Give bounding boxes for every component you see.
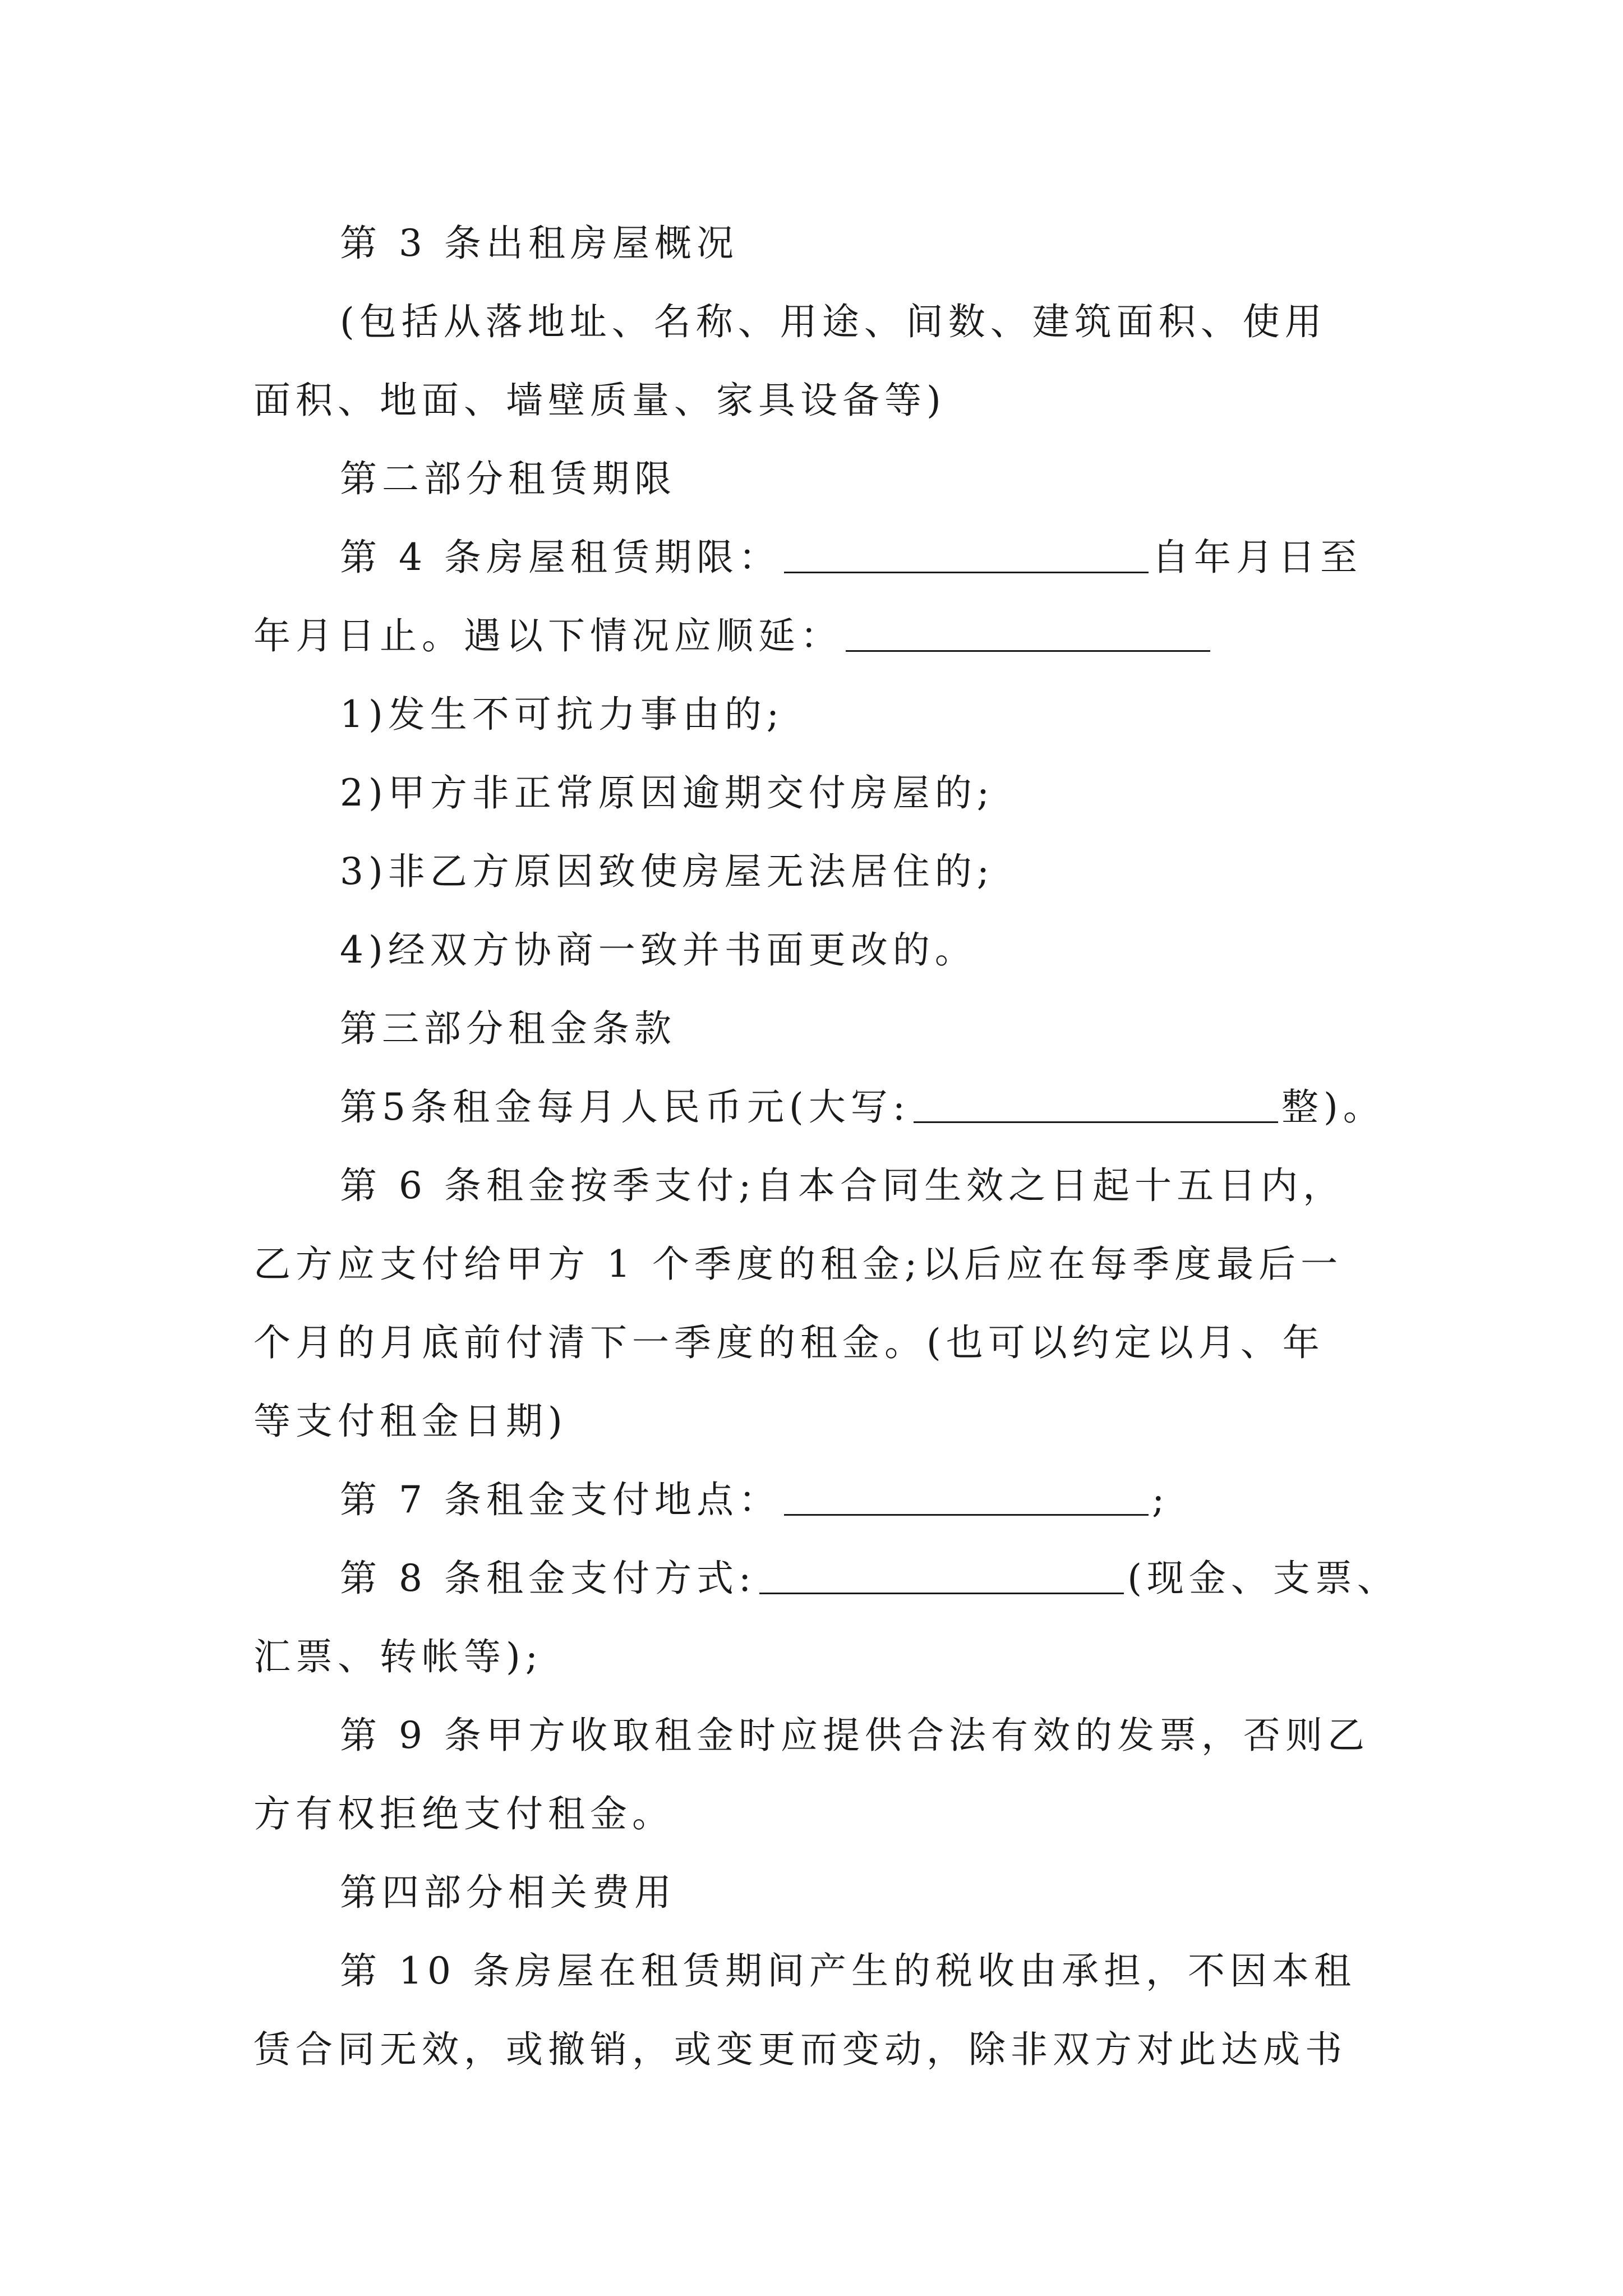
article-4-prefix: 第 4 条房屋租赁期限： — [340, 536, 781, 579]
article-9-line-2: 方有权拒绝支付租金。 — [253, 1792, 674, 1835]
article-3-title: 第 3 条出租房屋概况 — [340, 222, 739, 265]
article-8-suffix: (现金、支票、 — [1127, 1557, 1399, 1600]
article-5-line — [340, 1080, 1385, 1134]
article-6-line-4: 等支付租金日期) — [253, 1400, 568, 1443]
article-4-line-2 — [253, 609, 1214, 663]
article-4-item-1: 1)发生不可抗力事由的; — [340, 693, 784, 736]
part-4-title: 第四部分相关费用 — [340, 1871, 676, 1914]
article-8-line-2: 汇票、转帐等); — [253, 1635, 543, 1678]
extension-conditions-blank[interactable] — [846, 613, 1210, 652]
article-4-suffix: 自年月日至 — [1151, 536, 1362, 579]
article-8-line-1 — [340, 1552, 1399, 1605]
rent-amount-uppercase-blank[interactable] — [914, 1084, 1278, 1123]
part-3-title: 第三部分租金条款 — [340, 1007, 676, 1050]
article-7-prefix: 第 7 条租金支付地点： — [340, 1478, 781, 1521]
article-4-item-3: 3)非乙方原因致使房屋无法居住的; — [340, 850, 994, 893]
article-6-line-3: 个月的月底前付清下一季度的租金。(也可以约定以月、年 — [253, 1321, 1325, 1364]
article-9-line-1: 第 9 条甲方收取租金时应提供合法有效的发票，否则乙 — [340, 1714, 1370, 1757]
article-6-line-2: 乙方应支付给甲方 1 个季度的租金;以后应在每季度最后一 — [253, 1243, 1343, 1286]
article-4-line-1 — [340, 531, 1362, 585]
article-4-line-2-text: 年月日止。遇以下情况应顺延： — [253, 614, 842, 657]
article-7-suffix: ; — [1151, 1478, 1170, 1521]
payment-method-blank[interactable] — [759, 1556, 1124, 1594]
article-5-prefix: 第5条租金每月人民币元(大写: — [340, 1085, 910, 1129]
article-3-description-line-1: (包括从落地址、名称、用途、间数、建筑面积、使用 — [340, 300, 1327, 343]
article-5-suffix: 整)。 — [1281, 1085, 1385, 1129]
article-10-line-1: 第 10 条房屋在租赁期间产生的税收由承担，不因本租 — [340, 1949, 1356, 1993]
payment-location-blank[interactable] — [784, 1477, 1149, 1516]
part-2-title: 第二部分租赁期限 — [340, 457, 676, 500]
article-4-item-4: 4)经双方协商一致并书面更改的。 — [340, 928, 977, 972]
article-8-prefix: 第 8 条租金支付方式: — [340, 1557, 757, 1600]
article-10-line-2: 赁合同无效，或撤销，或变更而变动，除非双方对此达成书 — [253, 2028, 1347, 2071]
article-6-line-1: 第 6 条租金按季支付;自本合同生效之日起十五日内， — [340, 1164, 1345, 1207]
article-4-item-2: 2)甲方非正常原因逾期交付房屋的; — [340, 771, 994, 815]
article-7-line — [340, 1473, 1169, 1527]
lease-term-blank[interactable] — [784, 535, 1149, 573]
article-3-description-line-2: 面积、地面、墙壁质量、家具设备等) — [253, 379, 946, 422]
